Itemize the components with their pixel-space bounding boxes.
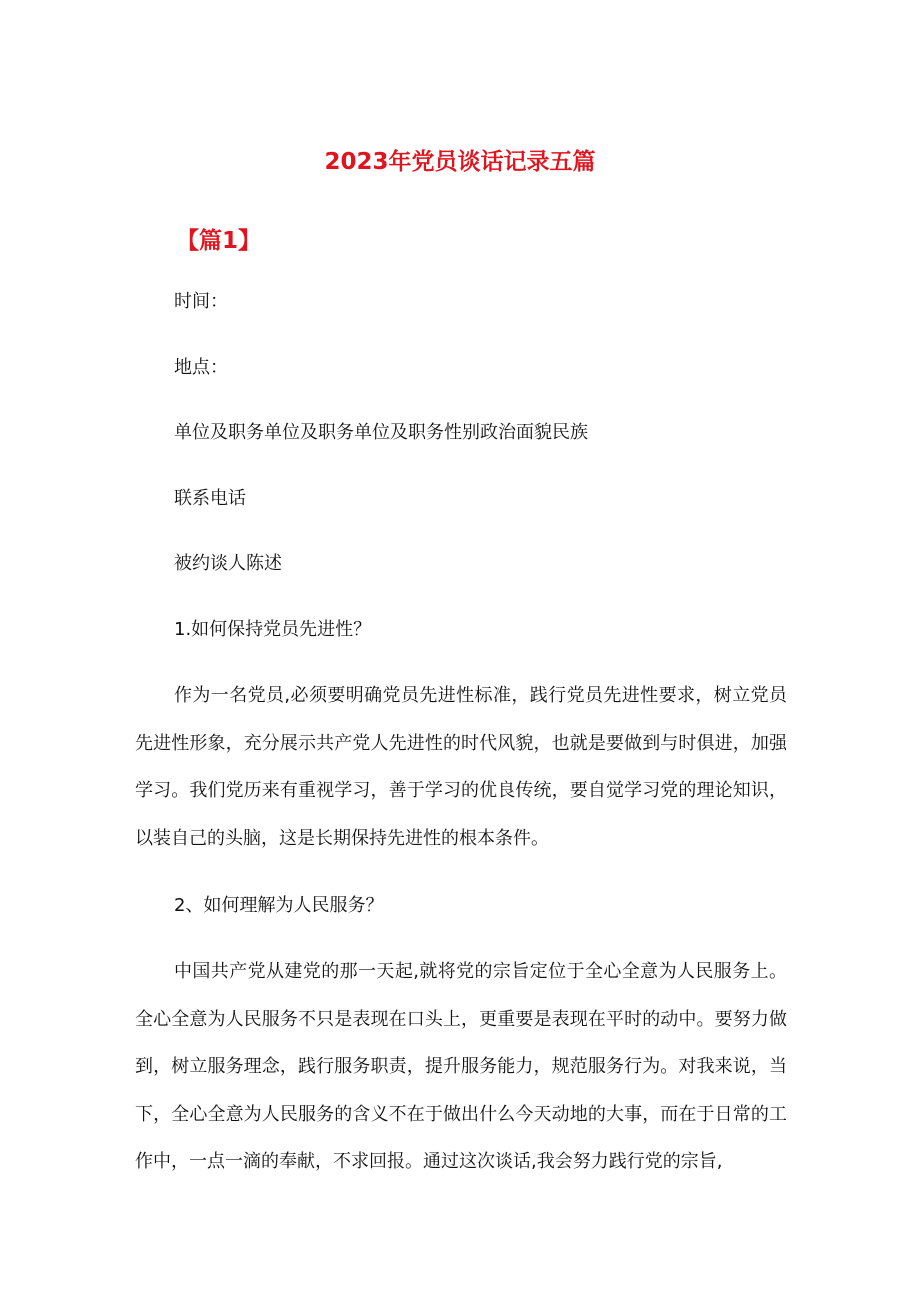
- section-heading: 【篇1】: [176, 228, 262, 254]
- field-place: 地点：: [174, 357, 228, 378]
- field-unit-row: 单位及职务单位及职务单位及职务性别政治面貌民族: [174, 422, 588, 443]
- answer-1: 作为一名党员,必须要明确党员先进性标准，践行党员先进性要求，树立党员先进性形象，充分展示共产党人先进性的时代风貌，也就是要做到与时俱进，加强学习。我们党历来有重视学习，善于学习的优良传统，要自觉学习党的理论知识，以装自己的头脑，这是长期保持先进性的根本条件。: [135, 685, 787, 849]
- answer-2: 中国共产党从建党的那一天起,就将党的宗旨定位于全心全意为人民服务上。全心全意为人民服务不只是表现在口头上，更重要是表现在平时的动中。要努力做到，树立服务理念，践行服务职责，提升服务能力，规范服务行为。对我来说，当下，全心全意为人民服务的含义不在于做出什么今天动地的大事，而在于日常的工作中，一点一滴的奉献，不求回报。通过这次谈话,我会努力践行党的宗旨,: [135, 961, 787, 1172]
- document-title: 2023年党员谈话记录五篇: [324, 149, 596, 175]
- question-1: 1.如何保持党员先进性？: [174, 619, 372, 640]
- question-2: 2、如何理解为人民服务？: [174, 895, 384, 916]
- field-time: 时间：: [174, 291, 228, 312]
- field-statement: 被约谈人陈述: [174, 553, 282, 574]
- field-phone: 联系电话: [174, 488, 246, 509]
